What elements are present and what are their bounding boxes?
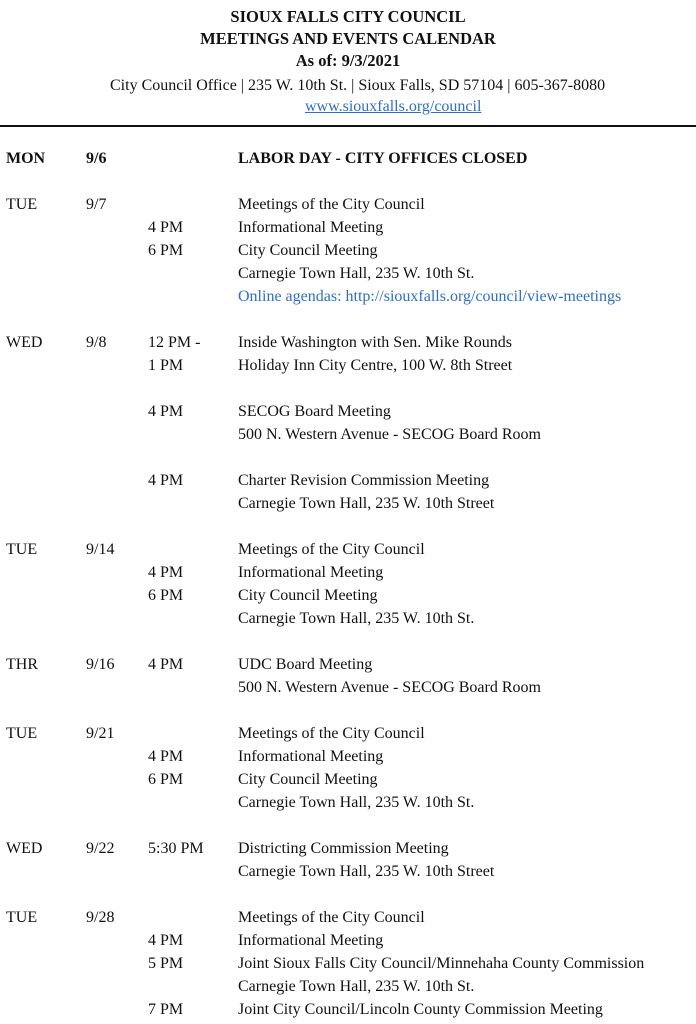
event-entry	[0, 837, 696, 883]
event-description: Carnegie Town Hall, 235 W. 10th St.	[238, 265, 475, 282]
event-description: Carnegie Town Hall, 235 W. 10th St.	[238, 794, 475, 811]
council-website-link[interactable]: www.siouxfalls.org/council	[305, 98, 482, 115]
event-time: 4 PM	[148, 219, 184, 236]
event-description: Informational Meeting	[238, 219, 384, 236]
calendar-header	[0, 0, 696, 117]
event-day: TUE	[6, 909, 38, 926]
event-day: WED	[6, 840, 43, 857]
event-description: City Council Meeting	[238, 771, 378, 788]
event-row	[0, 929, 696, 952]
event-row	[0, 745, 696, 768]
event-row	[0, 216, 696, 239]
header-divider	[0, 125, 696, 127]
event-description: Informational Meeting	[238, 748, 384, 765]
event-time: 6 PM	[148, 242, 184, 259]
event-description: UDC Board Meeting	[238, 656, 373, 673]
event-entry	[0, 331, 696, 515]
event-description: Joint City Council/Lincoln County Commission Meeting	[238, 1001, 603, 1018]
event-entry	[0, 906, 696, 1021]
event-row	[0, 952, 696, 975]
event-row	[0, 607, 696, 630]
event-description: Informational Meeting	[238, 932, 384, 949]
event-description: SECOG Board Meeting	[238, 403, 391, 420]
event-spacer	[0, 377, 696, 400]
event-time: 4 PM	[148, 564, 184, 581]
event-row	[0, 285, 696, 308]
event-description: Joint Sioux Falls City Council/Minnehaha County Commission	[238, 955, 645, 972]
event-description: 500 N. Western Avenue - SECOG Board Room	[238, 426, 541, 443]
event-description: Meetings of the City Council	[238, 725, 425, 742]
event-time: 6 PM	[148, 771, 184, 788]
event-row	[0, 906, 696, 929]
event-entry	[0, 538, 696, 630]
event-row	[0, 469, 696, 492]
event-day: MON	[6, 150, 46, 167]
event-date: 9/22	[86, 840, 115, 857]
event-description: Meetings of the City Council	[238, 541, 425, 558]
event-description: Meetings of the City Council	[238, 909, 425, 926]
event-entry	[0, 722, 696, 814]
event-day: TUE	[6, 196, 38, 213]
event-time: 1 PM	[148, 357, 184, 374]
event-row	[0, 837, 696, 860]
as-of-date: As of: 9/3/2021	[295, 51, 401, 70]
event-row	[0, 354, 696, 377]
event-time: 4 PM	[148, 403, 184, 420]
event-row	[0, 676, 696, 699]
event-description: Inside Washington with Sen. Mike Rounds	[238, 334, 512, 351]
event-day: THR	[6, 656, 38, 673]
event-description: Holiday Inn City Centre, 100 W. 8th Street	[238, 357, 513, 374]
event-description: Carnegie Town Hall, 235 W. 10th St.	[238, 978, 475, 995]
event-row	[0, 791, 696, 814]
event-time: 6 PM	[148, 587, 184, 604]
event-row	[0, 722, 696, 745]
event-description: Informational Meeting	[238, 564, 384, 581]
event-date: 9/8	[86, 334, 107, 351]
calendar-title: MEETINGS AND EVENTS CALENDAR	[200, 29, 496, 48]
event-entry	[0, 193, 696, 308]
event-description: 500 N. Western Avenue - SECOG Board Room	[238, 679, 541, 696]
event-date: 9/14	[86, 541, 115, 558]
event-time: 4 PM	[148, 656, 184, 673]
event-row	[0, 768, 696, 791]
event-entry	[0, 653, 696, 699]
event-row	[0, 423, 696, 446]
event-description: Charter Revision Commission Meeting	[238, 472, 490, 489]
event-row	[0, 147, 696, 170]
event-time: 5 PM	[148, 955, 184, 972]
event-time: 4 PM	[148, 932, 184, 949]
event-date: 9/21	[86, 725, 115, 742]
event-row	[0, 400, 696, 423]
event-day: TUE	[6, 541, 38, 558]
event-row	[0, 492, 696, 515]
event-date: 9/28	[86, 909, 115, 926]
events-list	[0, 147, 696, 1024]
event-time: 4 PM	[148, 748, 184, 765]
event-row	[0, 653, 696, 676]
council-title: SIOUX FALLS CITY COUNCIL	[230, 7, 466, 26]
event-row	[0, 998, 696, 1021]
event-row	[0, 193, 696, 216]
event-description: City Council Meeting	[238, 587, 378, 604]
event-description: LABOR DAY - CITY OFFICES CLOSED	[238, 150, 528, 167]
event-spacer	[0, 446, 696, 469]
event-description: Carnegie Town Hall, 235 W. 10th Street	[238, 863, 495, 880]
agenda-link[interactable]: Online agendas: http://siouxfalls.org/council/view-meetings	[238, 288, 622, 305]
event-time: 7 PM	[148, 1001, 184, 1018]
event-time: 5:30 PM	[148, 840, 204, 857]
office-address: City Council Office | 235 W. 10th St. | Sioux Falls, SD 57104 | 605-367-8080	[110, 77, 606, 94]
event-description: City Council Meeting	[238, 242, 378, 259]
event-row	[0, 584, 696, 607]
event-day: TUE	[6, 725, 38, 742]
event-description: Carnegie Town Hall, 235 W. 10th St.	[238, 610, 475, 627]
event-time: 12 PM -	[148, 334, 201, 351]
event-date: 9/16	[86, 656, 115, 673]
event-row	[0, 561, 696, 584]
event-description: Meetings of the City Council	[238, 196, 425, 213]
event-entry	[0, 147, 696, 170]
event-description: Carnegie Town Hall, 235 W. 10th Street	[238, 495, 495, 512]
event-time: 4 PM	[148, 472, 184, 489]
event-day: WED	[6, 334, 43, 351]
event-description: Districting Commission Meeting	[238, 840, 449, 857]
event-row	[0, 239, 696, 262]
event-row	[0, 262, 696, 285]
event-row	[0, 860, 696, 883]
event-date: 9/6	[86, 150, 107, 167]
event-date: 9/7	[86, 196, 107, 213]
event-row	[0, 975, 696, 998]
event-row	[0, 538, 696, 561]
event-row	[0, 331, 696, 354]
